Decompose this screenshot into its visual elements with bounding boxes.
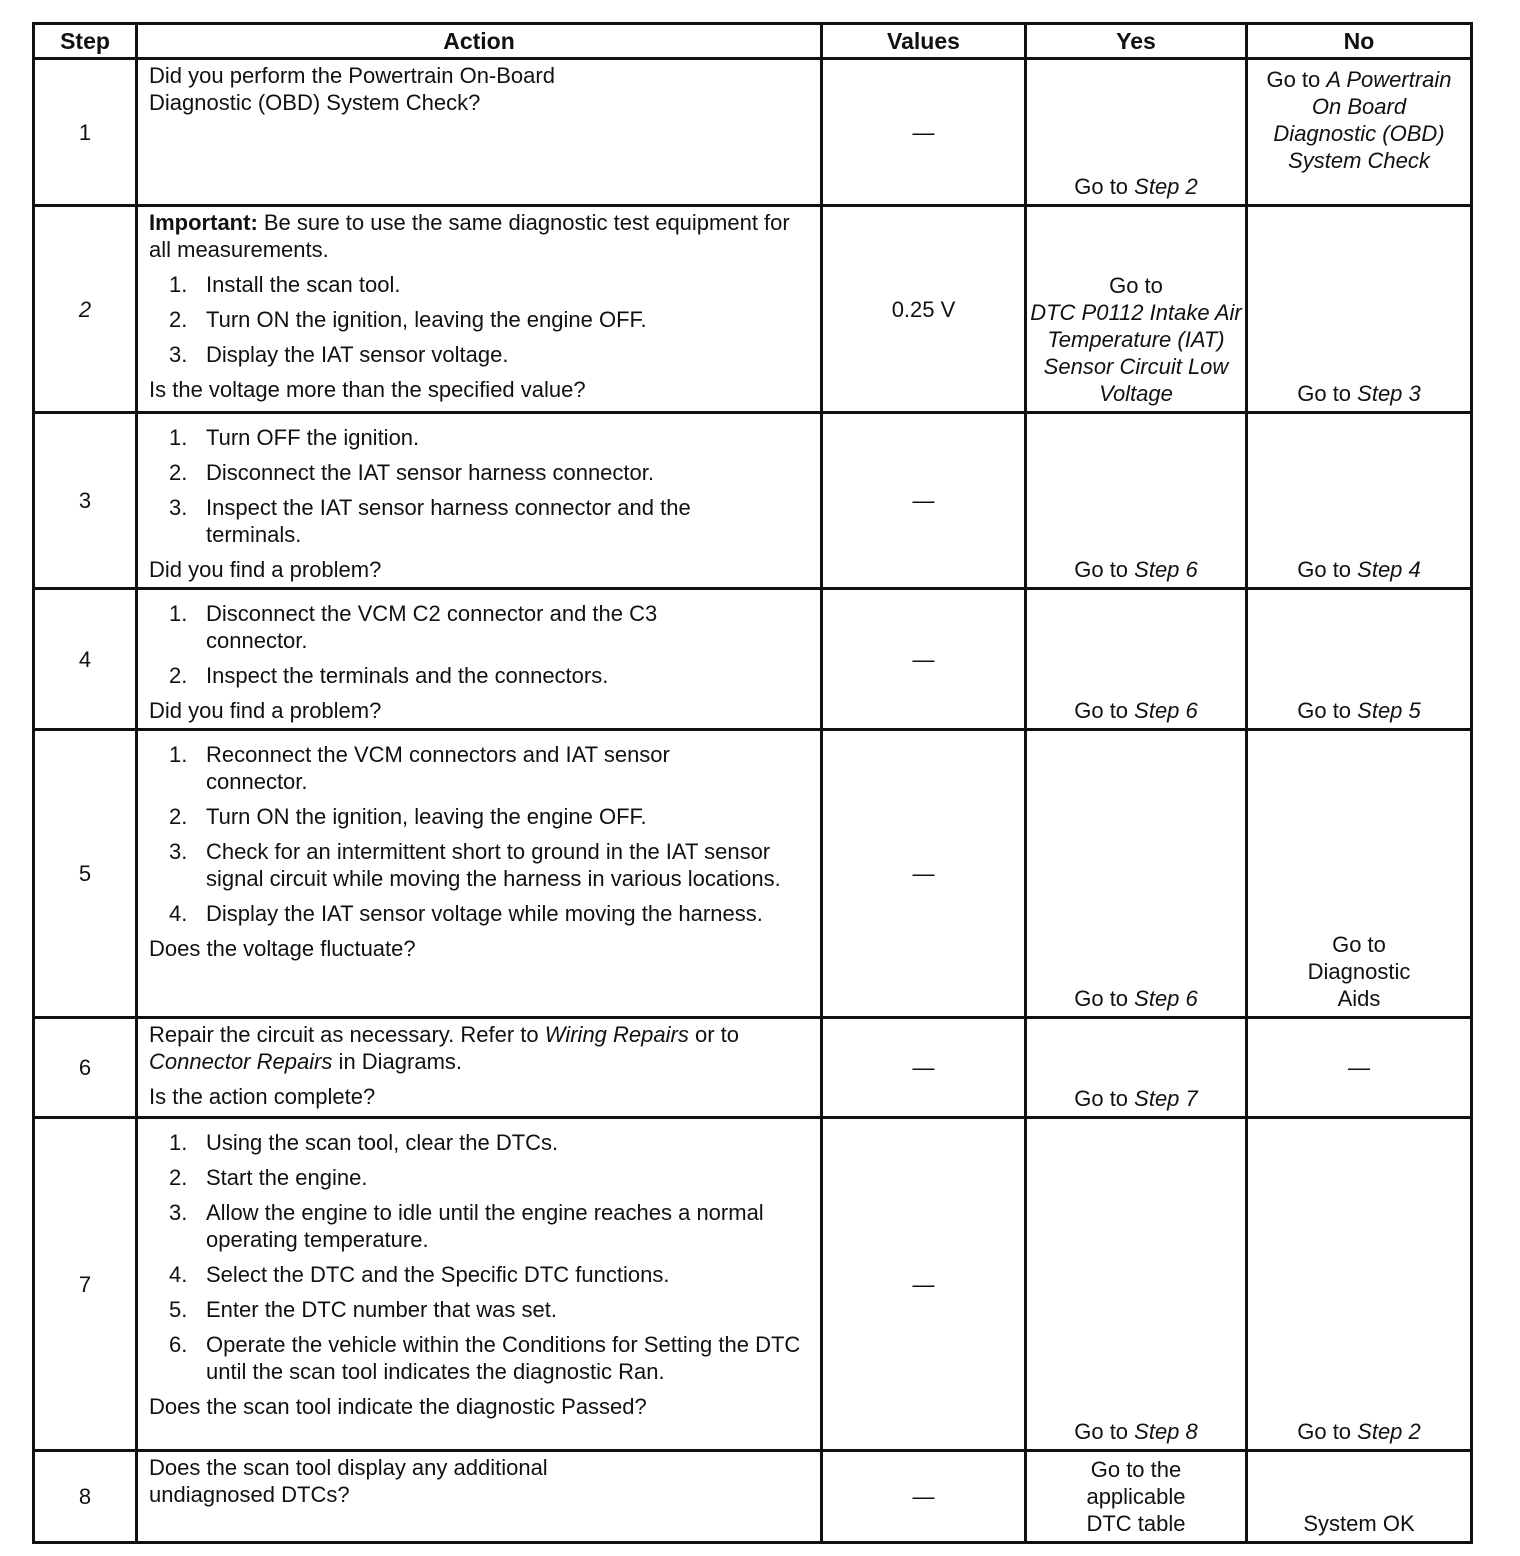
action-cell (137, 1118, 822, 1451)
step-number (34, 206, 137, 413)
table-row (34, 730, 1472, 1018)
action-text (149, 1021, 810, 1075)
yes-prefix: Go to (1074, 174, 1135, 199)
list-item-text: Display the IAT sensor voltage. (206, 342, 509, 367)
no-cell: System OK (1247, 1451, 1472, 1543)
list-item-text: Allow the engine to idle until the engine reaches a normal operating temperature. (206, 1200, 764, 1252)
no-link[interactable]: A Powertrain On Board Diagnostic (OBD) System Check (1273, 67, 1452, 173)
question: Does the voltage fluctuate? (149, 936, 416, 961)
important-text: Be sure to use the same diagnostic test equipment for all measurements. (149, 210, 790, 262)
list-item: 5. Enter the DTC number that was set. (169, 1297, 557, 1322)
value-cell: — (822, 730, 1026, 1018)
question: Did you find a problem? (149, 557, 382, 582)
action-cell (137, 59, 822, 206)
yes-cell (1026, 589, 1247, 730)
step-number: 3 (34, 413, 137, 589)
yes-link[interactable]: DTC P0112 Intake Air Temperature (IAT) Sensor Circuit Low Voltage (1030, 300, 1242, 406)
list-item: 2. Turn ON the ignition, leaving the engine OFF. (169, 804, 647, 829)
list-item-text: Turn ON the ignition, leaving the engine OFF. (206, 307, 647, 332)
list-item: 2. Inspect the terminals and the connectors. (169, 663, 609, 688)
value-cell: 0.25 V (822, 206, 1026, 413)
yes-cell (1026, 1451, 1247, 1543)
header-yes: Yes (1026, 24, 1247, 59)
no-cell (1247, 589, 1472, 730)
table-row (34, 59, 1472, 206)
question: Did you find a problem? (149, 698, 382, 723)
list-item-text: Disconnect the VCM C2 connector and the C3 connector. (206, 601, 658, 653)
list-item-text: Start the engine. (206, 1165, 368, 1190)
action-cell (137, 589, 822, 730)
action-list (149, 600, 810, 689)
step-number: 7 (34, 1118, 137, 1451)
value-cell: — (822, 59, 1026, 206)
yes-prefix: Go to (1074, 1419, 1135, 1444)
question: Is the voltage more than the specified value? (149, 377, 586, 402)
step-number: 5 (34, 730, 137, 1018)
list-item-text: Check for an intermittent short to ground in the IAT sensor signal circuit while moving the harness in various locations. (206, 839, 781, 891)
question: Is the action complete? (149, 1084, 376, 1109)
step-number-text: 2 (78, 296, 92, 322)
list-item-text: Inspect the terminals and the connectors. (206, 663, 609, 688)
table-row (34, 1451, 1472, 1543)
list-item: 2. Disconnect the IAT sensor harness connector. (169, 460, 654, 485)
important-label: Important: (149, 210, 258, 235)
yes-cell (1026, 206, 1247, 413)
action-list (149, 424, 810, 548)
yes-cell (1026, 413, 1247, 589)
no-cell (1247, 1118, 1472, 1451)
yes-text[interactable]: Go to the applicable DTC table (1086, 1457, 1186, 1536)
diagnostic-table (32, 22, 1473, 1544)
yes-link[interactable]: Step 6 (1134, 986, 1198, 1011)
table-row (34, 589, 1472, 730)
list-item-text: Inspect the IAT sensor harness connector and the terminals. (206, 495, 691, 547)
header-row (34, 24, 1472, 59)
list-item: 1. Turn OFF the ignition. (169, 425, 420, 450)
list-item-text: Display the IAT sensor voltage while moving the harness. (206, 901, 763, 926)
no-cell (1247, 730, 1472, 1018)
action-list (149, 1129, 810, 1385)
list-item: 1. Reconnect the VCM connectors and IAT sensor connector. (169, 742, 670, 794)
action-text: Did you perform the Powertrain On-Board Diagnostic (OBD) System Check? (149, 63, 555, 115)
list-item: 3. Check for an intermittent short to ground in the IAT sensor signal circuit while moving the harness in various locations. (169, 839, 781, 891)
no-prefix: Go to (1297, 698, 1358, 723)
step-number: 6 (34, 1018, 137, 1118)
action-list (149, 741, 810, 927)
list-item: 2. Start the engine. (169, 1165, 368, 1190)
list-item-text: Turn OFF the ignition. (206, 425, 420, 450)
no-link[interactable]: Step 5 (1357, 698, 1421, 723)
yes-link[interactable]: Step 2 (1134, 174, 1198, 199)
action-text-part: Repair the circuit as necessary. Refer to (149, 1022, 545, 1047)
connector-repairs-link[interactable]: Connector Repairs (149, 1049, 333, 1074)
yes-cell (1026, 59, 1247, 206)
yes-prefix: Go to (1074, 986, 1135, 1011)
action-text: Does the scan tool display any additional undiagnosed DTCs? (149, 1455, 548, 1507)
no-cell: — (1247, 1018, 1472, 1118)
yes-cell (1026, 1018, 1247, 1118)
list-item: 1. Install the scan tool. (169, 272, 401, 297)
list-item-text: Turn ON the ignition, leaving the engine OFF. (206, 804, 647, 829)
no-cell (1247, 59, 1472, 206)
list-item-text: Select the DTC and the Specific DTC functions. (206, 1262, 670, 1287)
value-cell: — (822, 589, 1026, 730)
header-values: Values (822, 24, 1026, 59)
value-cell: — (822, 1451, 1026, 1543)
no-prefix: Go to (1297, 381, 1358, 406)
yes-link[interactable]: Step 7 (1134, 1086, 1198, 1111)
no-link[interactable]: Step 2 (1357, 1419, 1421, 1444)
list-item-text: Operate the vehicle within the Conditions for Setting the DTC until the scan tool indicates the diagnostic Ran. (206, 1332, 801, 1384)
list-item-text: Disconnect the IAT sensor harness connector. (206, 460, 654, 485)
value-cell: — (822, 1118, 1026, 1451)
step-number: 4 (34, 589, 137, 730)
action-cell (137, 1451, 822, 1543)
list-item-text: Using the scan tool, clear the DTCs. (206, 1130, 559, 1155)
header-action: Action (137, 24, 822, 59)
no-cell (1247, 206, 1472, 413)
wiring-repairs-link[interactable]: Wiring Repairs (544, 1022, 689, 1047)
no-prefix: Go to (1297, 557, 1358, 582)
list-item: 3. Inspect the IAT sensor harness connector and the terminals. (169, 495, 691, 547)
step-number: 1 (34, 59, 137, 206)
no-prefix: Go to (1266, 67, 1327, 92)
list-item-text: Enter the DTC number that was set. (206, 1297, 557, 1322)
action-text-part: in Diagrams. (332, 1049, 463, 1074)
no-text[interactable]: Go to Diagnostic Aids (1307, 932, 1411, 1011)
action-cell (137, 730, 822, 1018)
action-cell (137, 413, 822, 589)
step-number: 8 (34, 1451, 137, 1543)
no-link[interactable]: Step 3 (1357, 381, 1421, 406)
yes-link[interactable]: Step 8 (1134, 1419, 1198, 1444)
list-item: 4. Select the DTC and the Specific DTC functions. (169, 1262, 670, 1287)
question: Does the scan tool indicate the diagnostic Passed? (149, 1394, 647, 1419)
list-item: 1. Using the scan tool, clear the DTCs. (169, 1130, 559, 1155)
value-cell: — (822, 1018, 1026, 1118)
no-prefix: Go to (1297, 1419, 1358, 1444)
header-no: No (1247, 24, 1472, 59)
action-cell (137, 1018, 822, 1118)
yes-prefix: Go to (1074, 698, 1135, 723)
list-item: 2. Turn ON the ignition, leaving the engine OFF. (169, 307, 647, 332)
list-item: 4. Display the IAT sensor voltage while moving the harness. (169, 901, 763, 926)
yes-link[interactable]: Step 6 (1134, 698, 1198, 723)
table-row (34, 413, 1472, 589)
action-cell (137, 206, 822, 413)
table-row (34, 1018, 1472, 1118)
action-text-part: or to (688, 1022, 739, 1047)
list-item-text: Reconnect the VCM connectors and IAT sensor connector. (206, 742, 670, 794)
list-item: 3. Display the IAT sensor voltage. (169, 342, 509, 367)
yes-prefix: Go to (1109, 273, 1163, 298)
no-link[interactable]: Step 4 (1357, 557, 1421, 582)
no-cell (1247, 413, 1472, 589)
list-item: 3. Allow the engine to idle until the engine reaches a normal operating temperature. (169, 1200, 764, 1252)
table-row (34, 206, 1472, 413)
header-step: Step (34, 24, 137, 59)
yes-cell (1026, 1118, 1247, 1451)
yes-link[interactable]: Step 6 (1134, 557, 1198, 582)
yes-cell (1026, 730, 1247, 1018)
yes-prefix: Go to (1074, 557, 1135, 582)
action-list (149, 271, 810, 368)
list-item: 6. Operate the vehicle within the Conditions for Setting the DTC until the scan tool indicates the diagnostic Ran. (169, 1332, 801, 1384)
list-item-text: Install the scan tool. (206, 272, 401, 297)
yes-prefix: Go to (1074, 1086, 1135, 1111)
list-item: 1. Disconnect the VCM C2 connector and the C3 connector. (169, 601, 658, 653)
value-cell: — (822, 413, 1026, 589)
table-row (34, 1118, 1472, 1451)
